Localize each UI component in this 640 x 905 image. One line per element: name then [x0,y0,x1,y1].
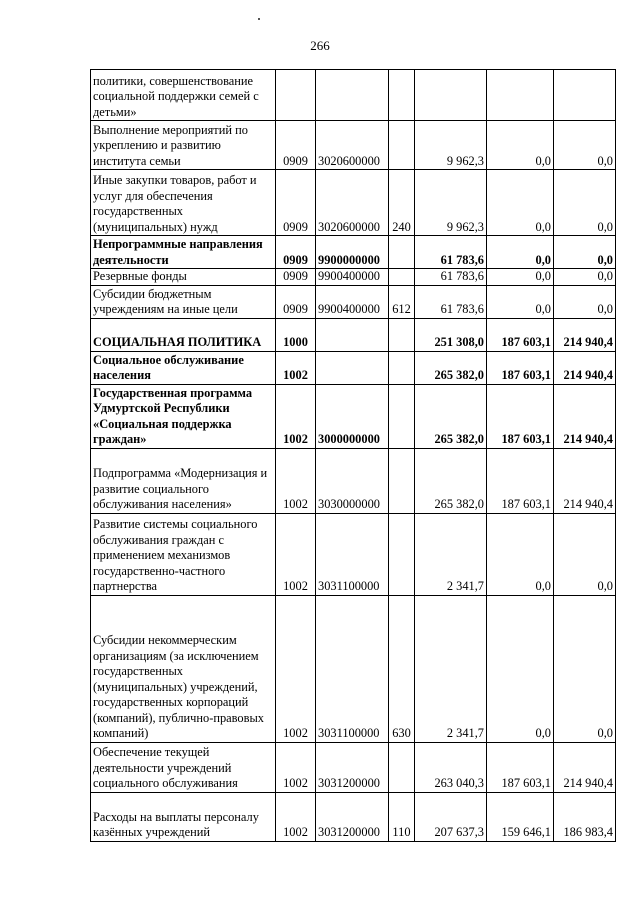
cell-amount-1: 265 382,0 [415,351,487,384]
cell-name: Государственная программа Удмуртской Республики «Социальная поддержка граждан» [91,384,276,448]
table-body [91,70,616,842]
cell-name: Подпрограмма «Модернизация и развитие социального обслуживания населения» [91,448,276,513]
cell-amount-1: 61 783,6 [415,285,487,318]
cell-target-article: 3031100000 [316,595,389,742]
cell-section: 1002 [276,448,316,513]
cell-target-article: 3031200000 [316,792,389,841]
cell-amount-3: 214 940,4 [554,351,616,384]
table-row [91,513,616,595]
cell-section: 0909 [276,170,316,236]
cell-amount-3: 0,0 [554,121,616,170]
table-row [91,236,616,269]
cell-target-article: 3031200000 [316,742,389,792]
cell-amount-2: 187 603,1 [487,448,554,513]
cell-amount-1: 9 962,3 [415,121,487,170]
cell-amount-3: 0,0 [554,595,616,742]
budget-table [90,69,616,842]
table-row [91,70,616,121]
cell-name: Резервные фонды [91,269,276,286]
cell-amount-3: 0,0 [554,170,616,236]
cell-amount-3: 186 983,4 [554,792,616,841]
cell-amount-3: 0,0 [554,269,616,286]
cell-amount-1: 265 382,0 [415,384,487,448]
cell-section: 0909 [276,285,316,318]
cell-amount-2: 187 603,1 [487,742,554,792]
cell-amount-3 [554,70,616,121]
cell-expense-type: 110 [389,792,415,841]
cell-expense-type: 630 [389,595,415,742]
cell-amount-2: 187 603,1 [487,318,554,351]
cell-amount-1: 251 308,0 [415,318,487,351]
cell-expense-type [389,448,415,513]
cell-amount-2: 187 603,1 [487,351,554,384]
cell-amount-3: 214 940,4 [554,318,616,351]
cell-section: 1002 [276,595,316,742]
cell-amount-2: 0,0 [487,595,554,742]
cell-amount-1: 9 962,3 [415,170,487,236]
scan-dot [258,18,260,20]
cell-name: Субсидии некоммерческим организациям (за исключением государственных (муниципальных) учреждений, государственных корпораций (компаний), публично-правовых компаний) [91,595,276,742]
cell-section: 0909 [276,121,316,170]
cell-name: СОЦИАЛЬНАЯ ПОЛИТИКА [91,318,276,351]
table-row [91,318,616,351]
cell-section: 1002 [276,742,316,792]
cell-target-article: 3031100000 [316,513,389,595]
cell-name: Иные закупки товаров, работ и услуг для обеспечения государственных (муниципальных) нужд [91,170,276,236]
cell-amount-2: 187 603,1 [487,384,554,448]
table-row [91,121,616,170]
cell-expense-type [389,121,415,170]
cell-name: Непрограммные направления деятельности [91,236,276,269]
cell-name: Обеспечение текущей деятельности учреждений социального обслуживания [91,742,276,792]
cell-expense-type: 240 [389,170,415,236]
cell-amount-2: 0,0 [487,269,554,286]
table-row [91,384,616,448]
cell-amount-3: 214 940,4 [554,448,616,513]
cell-target-article: 3030000000 [316,448,389,513]
cell-name: Развитие системы социального обслуживания граждан с применением механизмов государственно-частного партнерства [91,513,276,595]
cell-name: политики, совершенствование социальной поддержки семей с детьми» [91,70,276,121]
cell-target-article: 9900400000 [316,269,389,286]
cell-section: 1002 [276,351,316,384]
cell-amount-1 [415,70,487,121]
cell-amount-2: 0,0 [487,285,554,318]
cell-target-article [316,70,389,121]
cell-section: 1002 [276,384,316,448]
cell-name: Расходы на выплаты персоналу казённых учреждений [91,792,276,841]
table-row [91,595,616,742]
cell-amount-1: 265 382,0 [415,448,487,513]
cell-amount-2 [487,70,554,121]
cell-amount-2: 0,0 [487,513,554,595]
page-number: 266 [310,38,330,53]
cell-expense-type: 612 [389,285,415,318]
cell-amount-3: 214 940,4 [554,384,616,448]
cell-target-article: 3000000000 [316,384,389,448]
cell-target-article: 9900000000 [316,236,389,269]
cell-expense-type [389,513,415,595]
cell-amount-2: 0,0 [487,170,554,236]
cell-amount-1: 207 637,3 [415,792,487,841]
cell-amount-3: 214 940,4 [554,742,616,792]
cell-section: 0909 [276,269,316,286]
cell-amount-1: 2 341,7 [415,513,487,595]
cell-section: 1000 [276,318,316,351]
table-row [91,792,616,841]
cell-amount-2: 0,0 [487,121,554,170]
cell-expense-type [389,236,415,269]
cell-amount-3: 0,0 [554,236,616,269]
cell-section: 1002 [276,792,316,841]
cell-amount-2: 0,0 [487,236,554,269]
table-row [91,170,616,236]
table-row [91,742,616,792]
cell-target-article: 9900400000 [316,285,389,318]
cell-expense-type [389,318,415,351]
cell-amount-1: 2 341,7 [415,595,487,742]
table-row [91,351,616,384]
cell-expense-type [389,742,415,792]
cell-target-article: 3020600000 [316,170,389,236]
table-row [91,448,616,513]
cell-expense-type [389,269,415,286]
cell-target-article: 3020600000 [316,121,389,170]
cell-name: Субсидии бюджетным учреждениям на иные цели [91,285,276,318]
cell-target-article [316,351,389,384]
cell-expense-type [389,351,415,384]
cell-amount-1: 61 783,6 [415,236,487,269]
cell-target-article [316,318,389,351]
cell-amount-3: 0,0 [554,513,616,595]
cell-expense-type [389,384,415,448]
cell-amount-1: 61 783,6 [415,269,487,286]
table-row [91,269,616,286]
cell-amount-1: 263 040,3 [415,742,487,792]
table-row [91,285,616,318]
cell-name: Социальное обслуживание населения [91,351,276,384]
cell-section: 1002 [276,513,316,595]
cell-expense-type [389,70,415,121]
cell-section [276,70,316,121]
cell-amount-2: 159 646,1 [487,792,554,841]
cell-name: Выполнение мероприятий по укреплению и развитию института семьи [91,121,276,170]
cell-section: 0909 [276,236,316,269]
cell-amount-3: 0,0 [554,285,616,318]
